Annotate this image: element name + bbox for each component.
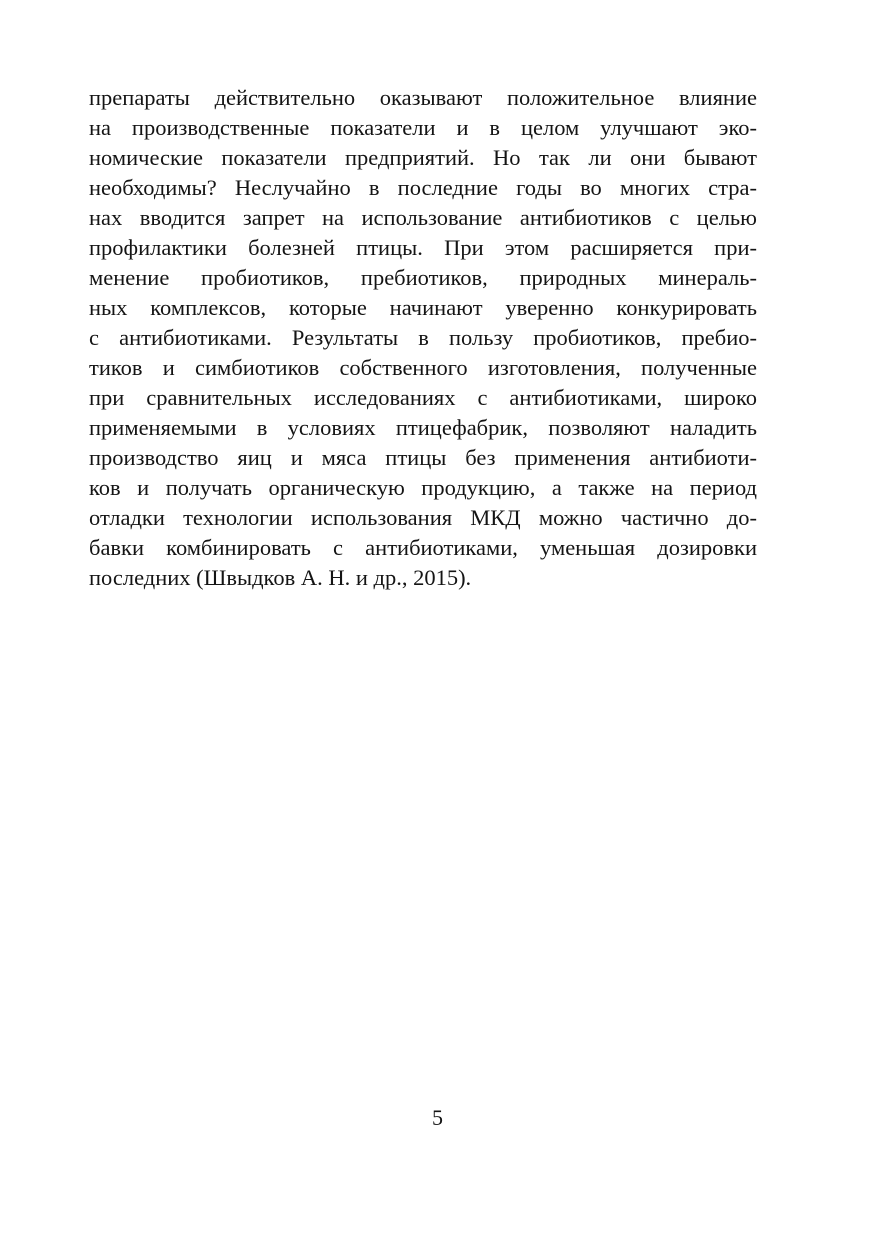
text-line: производство яиц и мяса птицы без применения антибиоти- [89, 445, 757, 470]
text-line: номические показатели предприятий. Но так ли они бывают [89, 145, 757, 170]
text-line: на производственные показатели и в целом улучшают эко- [89, 115, 757, 140]
text-line: менение пробиотиков, пребиотиков, природных минераль- [89, 265, 757, 290]
text-line-last: последних (Швыдков А. Н. и др., 2015). [89, 565, 472, 590]
text-line: отладки технологии использования МКД можно частично до- [89, 505, 757, 530]
text-line: препараты действительно оказывают положительное влияние [89, 85, 757, 110]
text-line: бавки комбинировать с антибиотиками, уменьшая дозировки [89, 535, 757, 560]
text-line: необходимы? Неслучайно в последние годы во многих стра- [89, 175, 757, 200]
text-line: при сравнительных исследованиях с антибиотиками, широко [89, 385, 757, 410]
text-line: нах вводится запрет на использование антибиотиков с целью [89, 205, 757, 230]
text-line: ков и получать органическую продукцию, а также на период [89, 475, 757, 500]
text-line: применяемыми в условиях птицефабрик, позволяют наладить [89, 415, 757, 440]
text-line: профилактики болезней птицы. При этом расширяется при- [89, 235, 757, 260]
text-line: тиков и симбиотиков собственного изготовления, полученные [89, 355, 757, 380]
text-line: с антибиотиками. Результаты в пользу пробиотиков, пребио- [89, 325, 757, 350]
body-paragraph [89, 83, 757, 593]
page-number: 5 [432, 1105, 443, 1130]
text-line: ных комплексов, которые начинают уверенно конкурировать [89, 295, 757, 320]
